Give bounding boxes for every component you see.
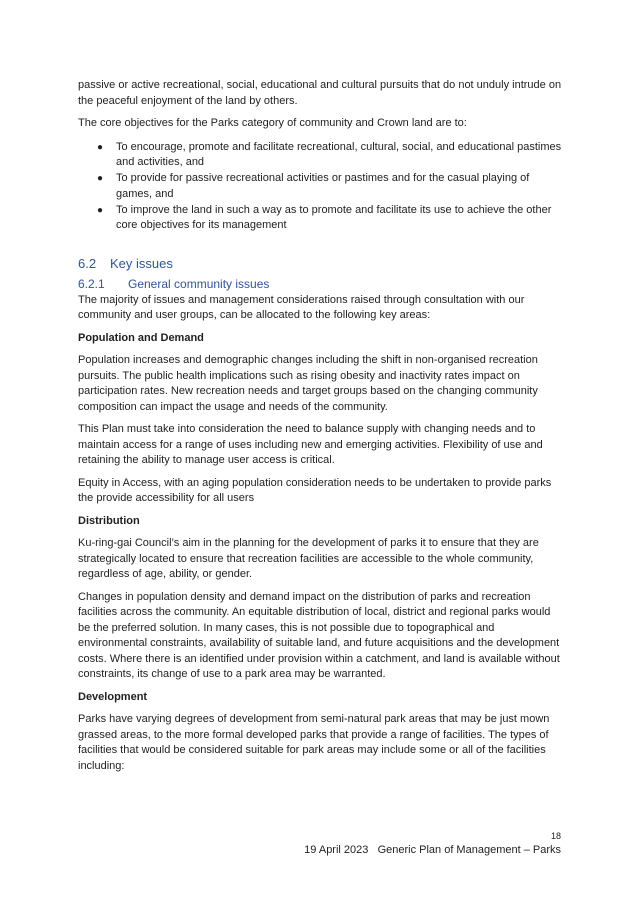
list-item: ● To improve the land in such a way as to promote and facilitate its use to achieve the other core objectives for its management bbox=[97, 203, 552, 231]
development-heading: Development bbox=[78, 690, 148, 703]
population-heading: Population and Demand bbox=[78, 331, 204, 344]
list-item: ● To provide for passive recreational activities or pastimes and for the casual playing of games, and bbox=[97, 172, 530, 200]
bullet-icon: ● bbox=[97, 204, 104, 216]
section-number: 6.2 bbox=[78, 255, 97, 271]
list-item: ● To encourage, promote and facilitate recreational, cultural, social, and educational pastimes and activities, and bbox=[97, 140, 562, 168]
subsection-intro: The majority of issues and management considerations raised through consultation with our community and user groups, can be allocated to the following key areas: bbox=[78, 293, 525, 321]
distribution-heading: Distribution bbox=[78, 514, 140, 527]
intro-continuation: passive or active recreational, social, educational and cultural pursuits that do not unduly intrude on the peaceful enjoyment of the land by others. bbox=[78, 79, 562, 107]
subsection-title: General community issues bbox=[128, 276, 270, 291]
objectives-list bbox=[78, 140, 564, 234]
subsection-number: 6.2.1 bbox=[78, 276, 105, 291]
population-paragraph-1: Population increases and demographic changes including the shift in non-organised recreation pursuits. The public health implications such as rising obesity and inactivity rates impact on participation rates. New recreation needs and target groups based on the changing community composition can impact the usage and needs of the community. bbox=[78, 354, 538, 413]
section-heading bbox=[78, 254, 564, 274]
distribution-paragraph-1: Ku-ring-gai Council’s aim in the planning for the development of parks it to ensure that they are strategically located to ensure that recreation facilities are accessible to the whole community, regardless of age, ability, or gender. bbox=[78, 537, 539, 580]
development-paragraph-1: Parks have varying degrees of development from semi-natural park areas that may be just mown grassed areas, to the more formal developed parks that provide a range of facilities. The types of facilities that would be considered suitable for park areas may include some or all of the facilities including: bbox=[78, 713, 550, 772]
population-paragraph-3: Equity in Access, with an aging population consideration needs to be undertaken to provide parks the provide accessibility for all users bbox=[78, 476, 552, 504]
section-title: Key issues bbox=[110, 255, 173, 271]
population-paragraph-2: This Plan must take into consideration the need to balance supply with changing needs and to maintain access for a range of uses including new and emerging activities. Flexibility of use and retaining the ability to manage user access is critical. bbox=[78, 423, 543, 466]
footer-line bbox=[304, 843, 561, 857]
footer-date: 19 April 2023 bbox=[304, 844, 369, 856]
distribution-paragraph-2: Changes in population density and demand impact on the distribution of parks and recreation facilities across the community. An equitable distribution of local, district and regional parks would be the preferred solution. In many cases, this is not possible due to topographical and environmental constraints, availability of suitable land, and future acquisitions and the development costs. Where there is an identified under provision within a catchment, and land is available without constraints, its change of use to a park area may be warranted. bbox=[78, 590, 560, 680]
core-objectives-intro: The core objectives for the Parks category of community and Crown land are to: bbox=[78, 117, 467, 129]
page-footer bbox=[304, 829, 561, 857]
page-number: 18 bbox=[550, 831, 561, 841]
bullet-icon: ● bbox=[97, 173, 104, 184]
document-body bbox=[78, 78, 564, 781]
subsection-heading bbox=[78, 276, 564, 293]
footer-doc-title: Generic Plan of Management – Parks bbox=[377, 844, 561, 856]
bullet-icon: ● bbox=[97, 141, 104, 153]
